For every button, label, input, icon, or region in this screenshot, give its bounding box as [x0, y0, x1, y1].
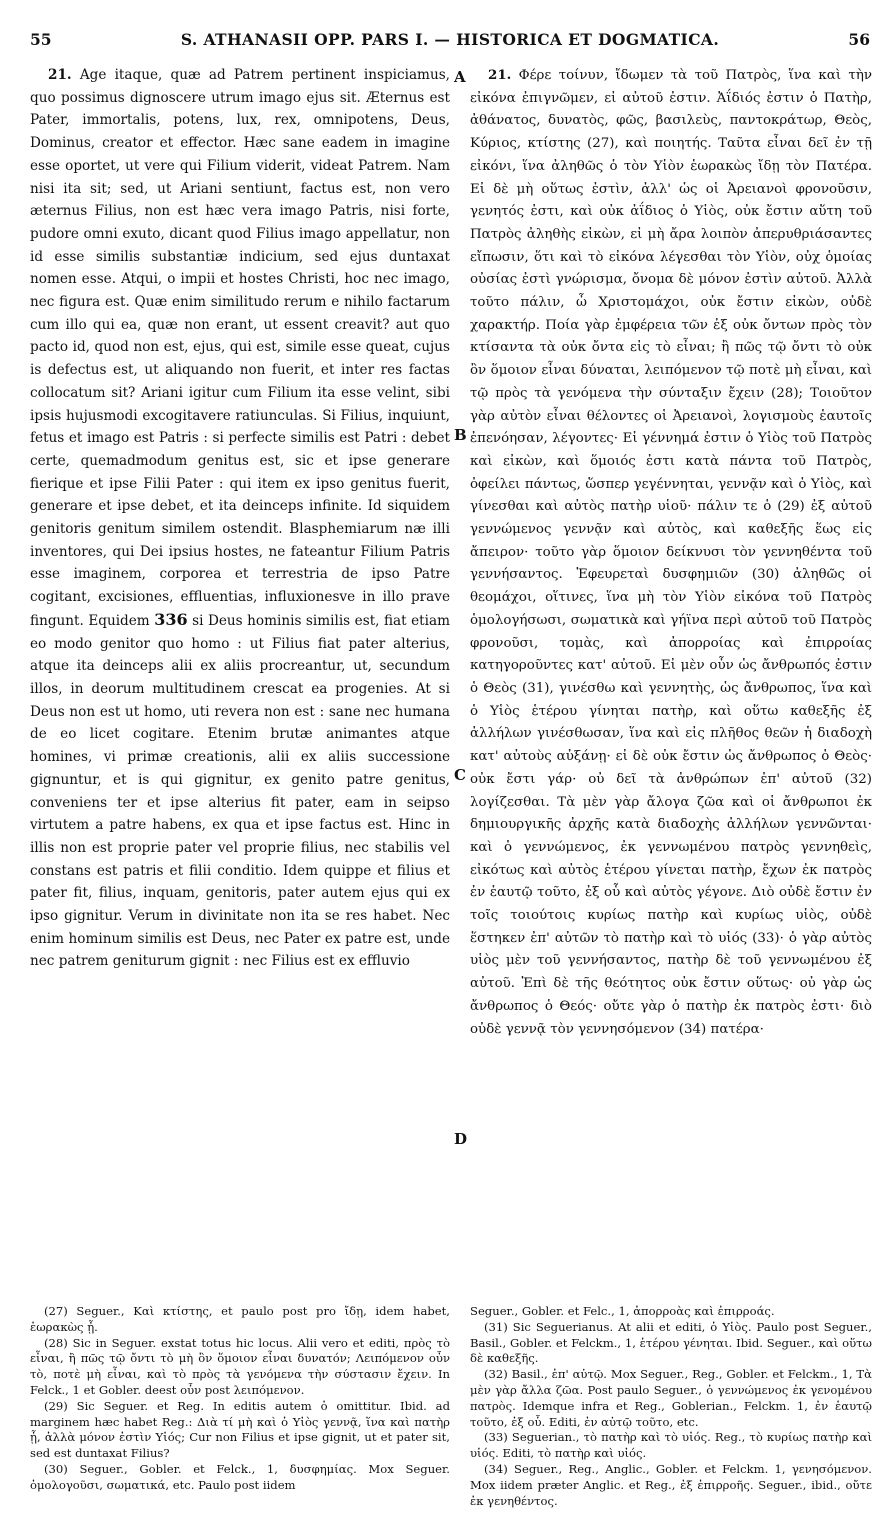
footnote-33: (33) Seguerian., τὸ πατὴρ καὶ τὸ υἱός. Reg., τὸ κυρίως πατὴρ καὶ υἱός. Editi, τὸ πατὴρ καὶ υἱός. — [470, 1430, 872, 1461]
footnote-34: (34) Seguer., Reg., Anglic., Gobler. et Felckm. 1, γενησόμενον. Mox iidem præter Anglic. et Reg., ἐξ ἐπιρροῆς. Seguer., ibid., οὔτε ἐκ γενηθέντος. — [470, 1461, 872, 1508]
margin-letter-a: A — [454, 68, 466, 86]
footnote-30-continued: Seguer., Gobler. et Felc., 1, ἀπορροὰς καὶ ἐπιρροάς. — [470, 1304, 775, 1318]
margin-letter-d: D — [454, 1130, 468, 1148]
footnote-30: (30) Seguer., Gobler. et Felck., 1, δυσφημίας. Mox Seguer. ὁμολογοῦσι, σωματικά, etc. Paulo post iidem — [30, 1461, 450, 1492]
margin-letter-b: B — [454, 426, 467, 444]
footnote-32: (32) Basil., ἐπ' αὐτῷ. Mox Seguer., Reg., Gobler. et Felckm., 1, Τὰ μὲν γὰρ ἄλλα ζῶα. Post paulo Seguer., ὁ γεννώμενος ἐκ γενομένου πατρὸς. Idemque infra et Reg., Goblerian., Felckm. 1, ἐν ἑαυτῷ τοῦτο, ἐξ οὗ. Editi, ἐν αὐτῷ τοῦτο, etc. — [470, 1367, 872, 1429]
footnote-29: (29) Sic Seguer. et Reg. In editis autem ὁ omittitur. Ibid. ad marginem hæc habet Reg.: Διὰ τί μὴ καὶ ὁ Υἱὸς γεννᾷ, ἵνα καὶ πατὴρ ᾖ, ἀλλὰ μόνον ἐστὶν Υἱός; Cur non Filius et ipse gignit, ut et pater sit, sed est duntaxat Filius? — [30, 1398, 450, 1461]
margin-letter-c: C — [454, 766, 466, 784]
page-number-right: 56 — [848, 30, 870, 49]
latin-paragraph-number: 21. — [48, 67, 72, 83]
page-number-left: 55 — [30, 30, 52, 49]
greek-text: Φέρε τοίνυν, ἴδωμεν τὰ τοῦ Πατρὸς, ἵνα καὶ τὴν εἰκόνα ἐπιγνῶμεν, εἰ αὐτοῦ ἐστιν. Ἀΐδιός ἐστιν ὁ Πατὴρ, ἀθάνατος, δυνατὸς, φῶς, βασιλεὺς, παντοκράτωρ, Θεὸς, Κύριος, κτίστης (27), καὶ ποιητής. Ταῦτα εἶναι δεῖ ἐν τῇ εἰκόνι, ἵνα ἀληθῶς ὁ τὸν Υἱὸν ἑωρακὼς ἴδῃ τὸν Πατέρα. Εἰ δὲ μὴ οὕτως ἐστὶν, ἀλλ' ὡς οἱ Ἀρειανοὶ φρονοῦσιν, γενητός ἐστι, καὶ οὐκ ἀΐδιος ὁ Υἱὸς, οὐκ ἔστιν αὕτη τοῦ Πατρὸς ἀληθὴς εἰκὼν, εἰ μὴ ἄρα λοιπὸν ἀπερυθριάσαντες εἴπωσιν, ὅτι καὶ τὸ εἰκόνα λέγεσθαι τὸν Υἱὸν, οὐχ ὁμοίας οὐσίας ἐστὶ γνώρισμα, ὄνομα δὲ μόνον ἐστὶν αὐτοῦ. Ἀλλὰ τοῦτο πάλιν, ὦ Χριστομάχοι, οὐκ ἔστιν εἰκὼν, οὐδὲ χαρακτήρ. Ποία γὰρ ἐμφέρεια τῶν ἐξ οὐκ ὄντων πρὸς τὸν κτίσαντα τὰ οὐκ ὄντα εἰς τὸ εἶναι; ἢ πῶς τῷ ὄντι τὸ οὐκ ὂν ὅμοιον εἶναι δύναται, λειπόμενον τῷ ποτὲ μὴ εἶναι, καὶ τῷ πρὸς τὰ γενόμενα τὴν σύνταξιν ἔχειν (28); Τοιοῦτον γὰρ αὐτὸν εἶναι θέλοντες οἱ Ἀρειανοὶ, λογισμοὺς ἑαυτοῖς ἐπενόησαν, λέγοντες· Εἰ γέννημά ἐστιν ὁ Υἱὸς τοῦ Πατρὸς καὶ εἰκὼν, καὶ ὅμοιός ἐστι κατὰ πάντα τοῦ Πατρὸς, ὀφείλει πάντως, ὥσπερ γεγέννηται, γεννᾷν καὶ ὁ Υἱὸς, καὶ γίνεσθαι καὶ αὐτὸς πατὴρ υἱοῦ· πάλιν τε ὁ (29) ἐξ αὐτοῦ γεννώμενος γεννᾷν καὶ αὐτὸς, καὶ καθεξῆς ἕως εἰς ἄπειρον· τοῦτο γὰρ ὅμοιον δείκνυσι τὸν γεννηθέντα τοῦ γεννήσαντος. Ἐφευρεταὶ δυσφημιῶν (30) ἀληθῶς οἱ θεομάχοι, οἵτινες, ἵνα μὴ τὸν Υἱὸν εἰκόνα τοῦ Πατρὸς ὁμολογήσωσι, σωματικὰ καὶ γήϊνα περὶ αὐτοῦ τοῦ Πατρὸς φρονοῦσι, τομὰς, καὶ ἀπορροίας καὶ ἐπιρροίας κατηγοροῦντες κατ' αὐτοῦ. Εἰ μὲν οὖν ὡς ἄνθρωπός ἐστιν ὁ Θεὸς (31), γινέσθω καὶ γεννητὴς, ὡς ἄνθρωπος, ἵνα καὶ ὁ Υἱὸς ἑτέρου γίνηται πατὴρ, καὶ οὕτω καθεξῆς ἐξ ἀλλήλων γινέσθωσαν, ἵνα καὶ εἰς πλῆθος θεῶν ἡ διαδοχὴ κατ' αὐτοὺς αὐξάνῃ· εἰ δὲ οὐκ ἔστιν ὡς ἄνθρωπος ὁ Θεὸς· οὐκ ἔστι γάρ· οὐ δεῖ τὰ ἀνθρώπων ἐπ' αὐτοῦ (32) λογίζεσθαι. Τὰ μὲν γὰρ ἄλογα ζῶα καὶ οἱ ἄνθρωποι ἐκ δημιουργικῆς ἀρχῆς κατὰ διαδοχὴς ἀλλήλων γεννῶνται· καὶ ὁ γεννώμενος, ἐκ γεννωμένου πατρὸς γεννηθεὶς, εἰκότως καὶ αὐτὸς ἑτέρου γίνεται πατὴρ, ἔχων ἐκ πατρὸς ἐν ἑαυτῷ τοῦτο, ἐξ οὗ καὶ αὐτὸς γέγονε. Διὸ οὐδὲ ἔστιν ἐν τοῖς τοιούτοις κυρίως πατὴρ καὶ κυρίως υἱὸς, οὐδὲ ἕστηκεν ἐπ' αὐτῶν τὸ πατὴρ καὶ τὸ υἱός (33)· ὁ γὰρ αὐτὸς υἱὸς μὲν τοῦ γεννήσαντος, πατὴρ δὲ τοῦ γεννωμένου ἐξ αὐτοῦ. Ἐπὶ δὲ τῆς θεότητος οὐκ ἔστιν οὕτως· οὐ γὰρ ὡς ἄνθρωπος ὁ Θεός· οὔτε γὰρ ὁ πατὴρ ἐκ πατρὸς ἐστι· διὸ οὐδὲ γεννᾷ τὸν γεννησόμενον (34) πατέρα· — [470, 68, 872, 1037]
running-title: S. ATHANASII OPP. PARS I. — HISTORICA ET DOGMATICA. — [180, 30, 720, 49]
footnotes-left — [30, 1304, 450, 1494]
footnote-27: (27) Seguer., Καὶ κτίστης, et paulo post pro ἴδῃ, idem habet, ἑωρακὼς ᾖ. — [30, 1304, 450, 1334]
greek-paragraph — [470, 64, 872, 1041]
latin-text-part-2: si Deus hominis similis est, fiat etiam eo modo genitor quo homo : ut Filius fiat pater alterius, atque ita deinceps alii ex aliis procreantur, ut, secundum illos, in deorum multitudinem crescat ea progenies. At si Deus non est ut homo, uti revera non est : sane nec humana de eo licet cogitare. Etenim brutæ animantes atque homines, vi primæ creationis, alii ex aliis successione gignuntur, et is qui gignitur, ex genito patre genitus, conveniens ter et ipse alterius fit pater, eam in seipso virtutem a patre habens, ex qua et ipse factus est. Hinc in illis non est proprie pater vel proprie filius, nec stabilis vel constans est patris et filii conditio. Idem quippe et filius et pater fit, filius, inquam, genitoris, pater autem ejus qui ex ipso gignitur. Verum in divinitate non ita se res habet. Nec enim hominum similis est Deus, nec Pater ex patre est, unde nec patrem geniturum gignit : nec Filius est ex effluvio — [30, 612, 450, 970]
footnote-31: (31) Sic Seguerianus. At alii et editi, ὁ Υἱὸς. Paulo post Seguer., Basil., Gobler. et Felckm., 1, ἑτέρου γένηται. Ibid. Seguer., καὶ οὕτω δὲ καθεξῆς. — [470, 1319, 872, 1366]
greek-column — [470, 64, 872, 1041]
greek-paragraph-number: 21. — [488, 67, 512, 83]
latin-column — [30, 64, 450, 973]
latin-paragraph — [30, 64, 450, 973]
footnotes-right — [470, 1304, 872, 1509]
inline-page-number: 336 — [154, 609, 188, 629]
latin-text-part-1: Age itaque, quæ ad Patrem pertinent inspiciamus, quo possimus dignoscere utrum imago ejus sit. Æternus est Pater, immortalis, potens, lux, rex, omnipotens, Deus, Dominus, creator et effector. Hæc sane eadem in imagine esse oportet, ut vere qui Filium viderit, videat Patrem. Nam nisi ita sit; sed, ut Ariani sentiunt, factus est, non vero æternus Filius, non est hæc vera imago Patris, nisi forte, pudore omni exuto, dicant quod Filius imago appellatur, non id esse similis substantiæ indicium, sed ejus duntaxat nomen esse. Atqui, o impii et hostes Christi, hoc nec imago, nec figura est. Quæ enim similitudo rerum e nihilo factarum cum illo qui ea, quæ non erant, ut essent creavit? aut quo pacto id, quod non est, ejus, qui est, simile esse queat, cujus is defectus est, ut aliquando non fuerit, et inter res factas collocatum sit? Ariani igitur cum Filium ita esse velint, sibi ipsis hujusmodi excogitavere ratiunculas. Si Filius, inquiunt, fetus et imago est Patris : si perfecte similis est Patri : debet certe, quemadmodum genitus est, sic et ipse generare fierique et ipse Filii Pater : qui item ex ipso genitus fuerit, generare et ipse debet, et ita deinceps infinite. Id siquidem genitoris genitum similem ostendit. Blasphemiarum næ illi inventores, qui Dei ipsius hostes, ne fateantur Filium Patris esse imaginem, corporea et terrestria de ipso Patre cogitant, excisiones, effluentias, influxionesve in illo prave fingunt. Equidem — [30, 67, 450, 629]
footnote-28: (28) Sic in Seguer. exstat totus hic locus. Alii vero et editi, πρὸς τὸ εἶναι, ἢ πῶς τῷ ὄντι τὸ μὴ ὂν ὅμοιον εἶναι δυνατόν; Λειπόμενον οὖν τὸ, ποτὲ μὴ εἶναι, καὶ τὸ πρὸς τὰ γενόμενα τὴν σύστασιν ἔχειν. In Felck., 1 et Gobler. deest οὖν post λειπόμενον. — [30, 1335, 450, 1397]
running-header — [30, 30, 870, 54]
